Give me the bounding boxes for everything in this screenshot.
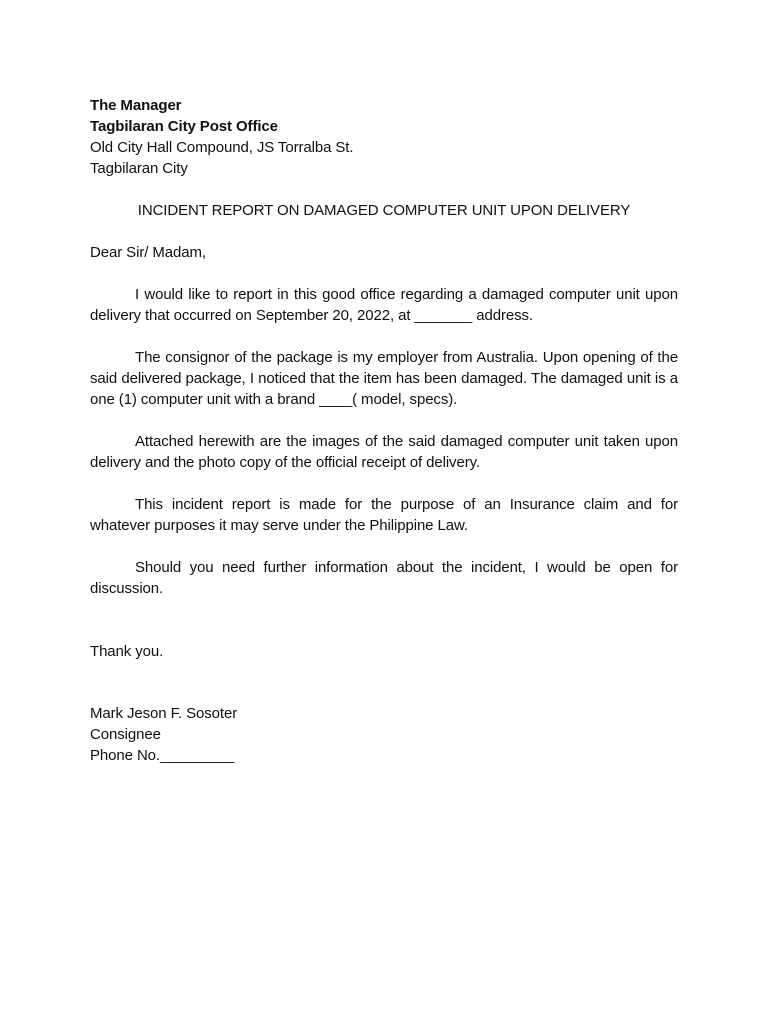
paragraph-further-info: Should you need further information about the incident, I would be open for discussion.	[90, 559, 678, 597]
recipient-street: Old City Hall Compound, JS Torralba St.	[90, 139, 354, 156]
salutation: Dear Sir/ Madam,	[90, 244, 206, 261]
recipient-address-block	[90, 95, 678, 179]
letter-subject: INCIDENT REPORT ON DAMAGED COMPUTER UNIT UPON DELIVERY	[137, 202, 631, 219]
signatory-name: Mark Jeson F. Sosoter	[90, 705, 238, 722]
recipient-city: Tagbilaran City	[90, 160, 188, 177]
closing: Thank you.	[90, 643, 164, 660]
paragraph-purpose: This incident report is made for the purpose of an Insurance claim and for whatever purposes it may serve under the Philippine Law.	[90, 496, 678, 534]
recipient-office: Tagbilaran City Post Office	[90, 118, 278, 135]
recipient-title: The Manager	[90, 97, 182, 114]
signature-block	[90, 703, 678, 766]
letter-body	[90, 95, 678, 766]
paragraph-attachments: Attached herewith are the images of the said damaged computer unit taken upon delivery and the photo copy of the official receipt of delivery.	[90, 433, 678, 471]
signatory-phone: Phone No._________	[90, 747, 235, 764]
signatory-title: Consignee	[90, 726, 161, 743]
paragraph-report: I would like to report in this good office regarding a damaged computer unit upon delivery that occurred on September 20, 2022, at _______ address.	[90, 286, 678, 324]
paragraph-consignor: The consignor of the package is my employer from Australia. Upon opening of the said delivered package, I noticed that the item has been damaged. The damaged unit is a one (1) computer unit with a brand ____( model, specs).	[90, 349, 678, 408]
